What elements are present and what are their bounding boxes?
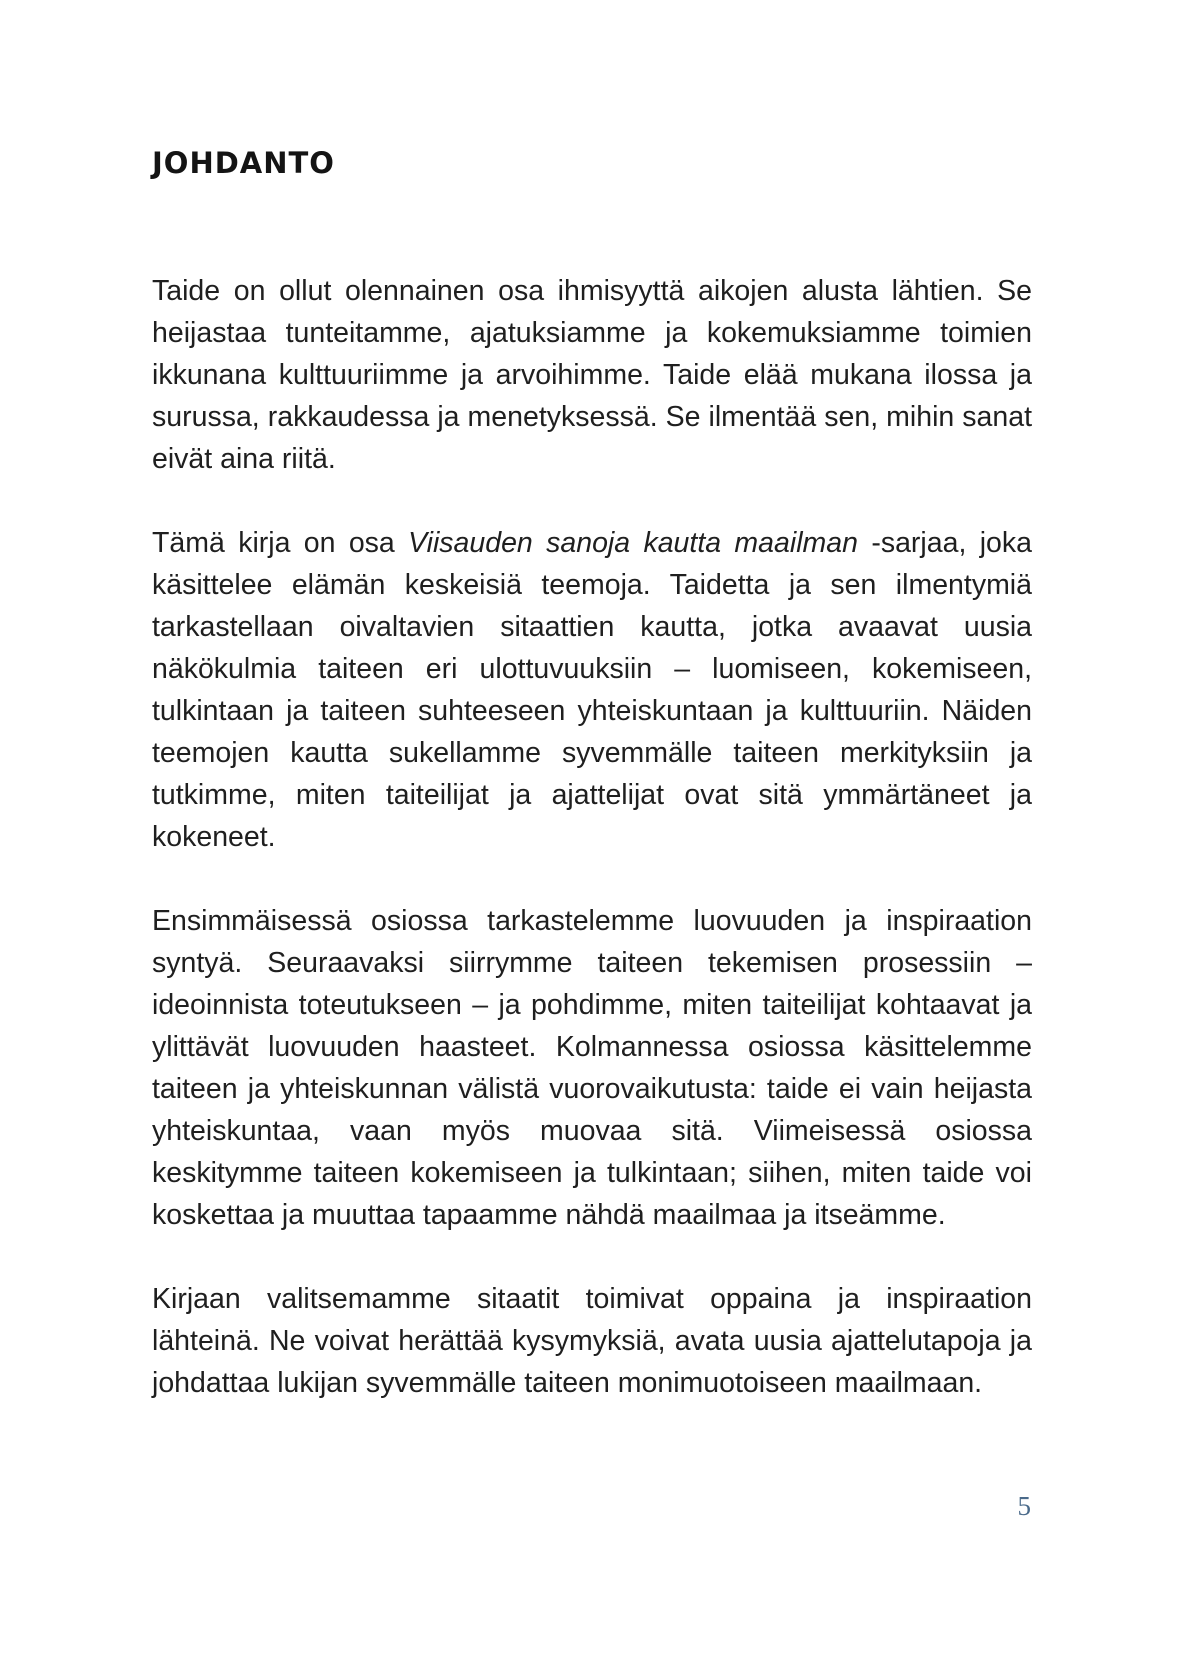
paragraph-2-intro: Tämä kirja on osa [152, 527, 409, 559]
paragraph-2 [152, 522, 1032, 858]
paragraph-3: Ensimmäisessä osiossa tarkastelemme luovuuden ja inspiraation syntyä. Seuraavaksi siirrymme taiteen tekemisen prosessiin – ideoinnista toteutukseen – ja pohdimme, miten taiteilijat kohtaavat ja ylittävät luovuuden haasteet. Kolmannessa osiossa käsittelemme taiteen ja yhteiskunnan välistä vuorovaikutusta: taide ei vain heijasta yhteiskuntaa, vaan myös muovaa sitä. Viimeisessä osiossa keskitymme taiteen kokemiseen ja tulkintaan; siihen, miten taide voi koskettaa ja muuttaa tapaamme nähdä maailmaa ja itseämme. [152, 905, 1032, 1231]
paragraph-4: Kirjaan valitsemamme sitaatit toimivat oppaina ja inspiraation lähteinä. Ne voivat herättää kysymyksiä, avata uusia ajattelutapoja ja johdattaa lukijan syvemmälle taiteen monimuotoiseen maailmaan. [152, 1283, 1032, 1399]
book-series-title: Viisauden sanoja kautta maailman [408, 527, 858, 559]
paragraph-2-rest: -sarjaa, joka käsittelee elämän keskeisiä teemoja. Taidetta ja sen ilmentymiä tarkastellaan oivaltavien sitaattien kautta, jotka avaavat uusia näkökulmia taiteen eri ulottuvuuksiin – luomiseen, kokemiseen, tulkintaan ja taiteen suhteeseen yhteiskuntaan ja kulttuuriin. Näiden teemojen kautta sukellamme syvemmälle taiteen merkityksiin ja tutkimme, miten taiteilijat ja ajattelijat ovat sitä ymmärtäneet ja kokeneet. [152, 527, 1032, 853]
chapter-heading: JOHDANTO [152, 146, 335, 180]
body-text [152, 270, 1032, 1404]
page-number: 5 [1017, 1491, 1031, 1521]
paragraph-1: Taide on ollut olennainen osa ihmisyyttä aikojen alusta lähtien. Se heijastaa tunteitamme, ajatuksiamme ja kokemuksiamme toimien ikkunana kulttuuriimme ja arvoihimme. Taide elää mukana ilossa ja surussa, rakkaudessa ja menetyksessä. Se ilmentää sen, mihin sanat eivät aina riitä. [152, 275, 1032, 475]
